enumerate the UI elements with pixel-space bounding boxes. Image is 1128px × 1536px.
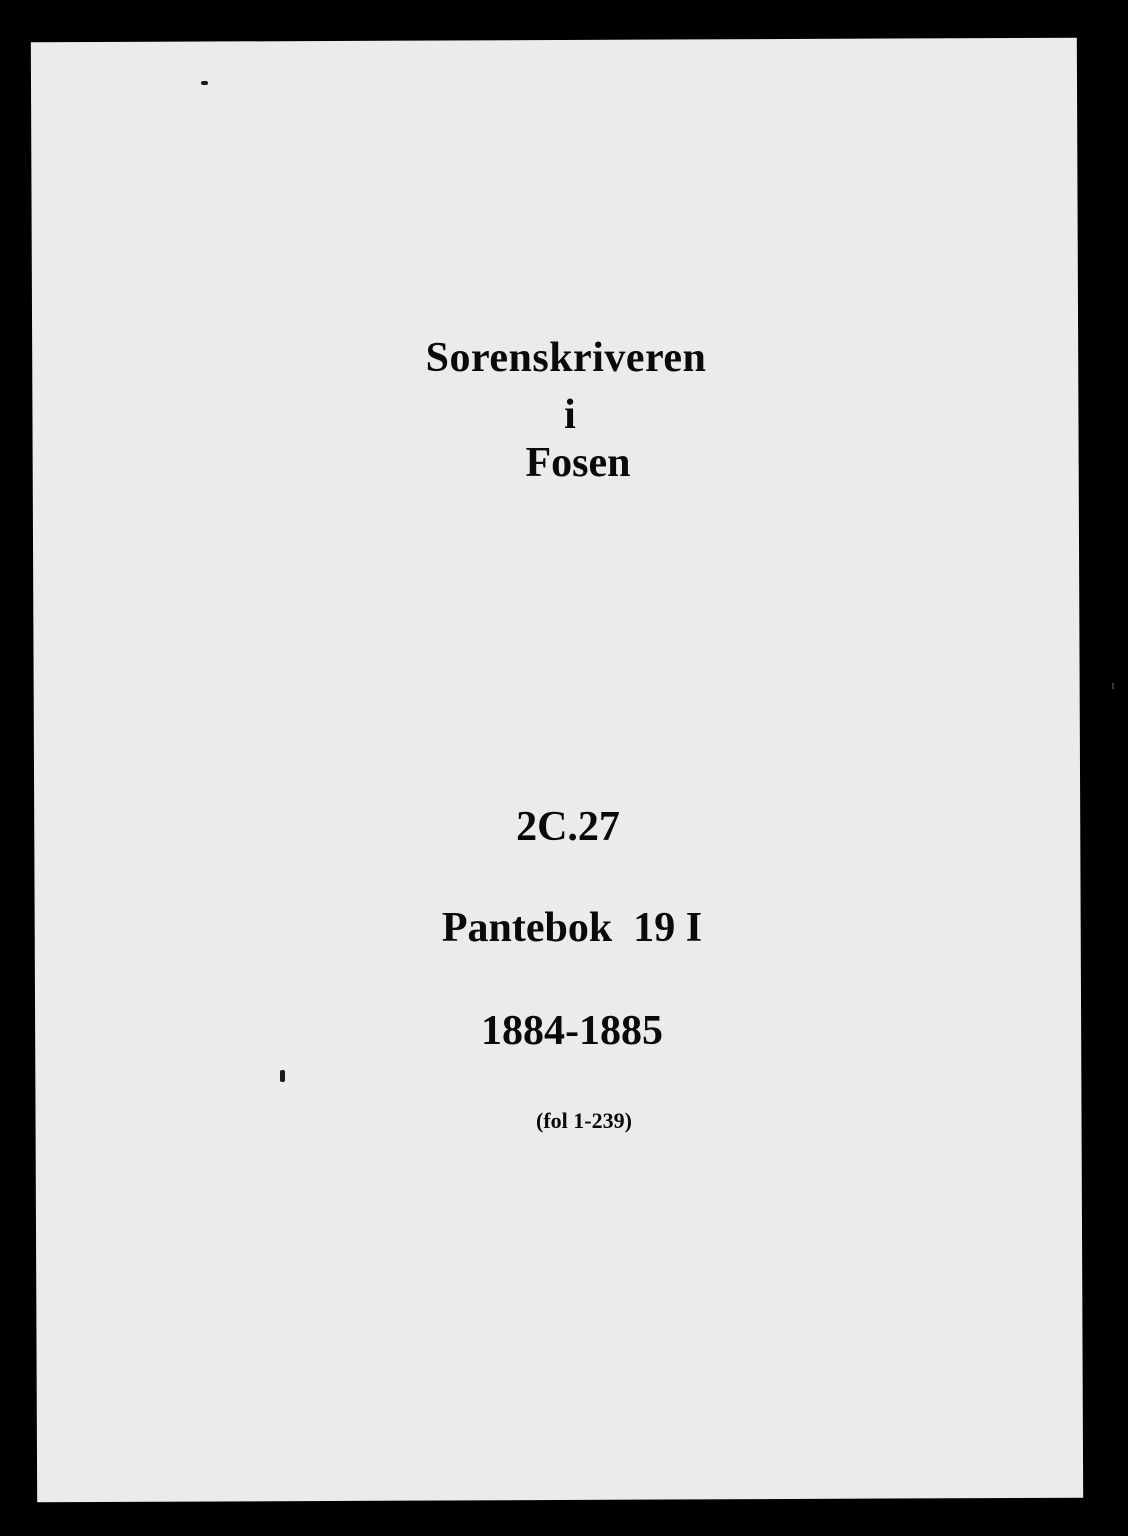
volume-title: Pantebok 19 I [441, 905, 703, 951]
archive-district: Fosen [525, 440, 631, 486]
series-code: 2C.27 [516, 804, 620, 850]
date-range: 1884-1885 [481, 1008, 663, 1054]
folio-range: (fol 1-239) [536, 1108, 632, 1133]
ink-speck [1112, 683, 1114, 689]
paper-sheet [31, 38, 1083, 1503]
archive-creator: Sorenskriveren [425, 335, 707, 381]
ink-speck [201, 81, 208, 85]
archive-creator-preposition: i [564, 392, 576, 438]
ink-speck [280, 1070, 285, 1082]
